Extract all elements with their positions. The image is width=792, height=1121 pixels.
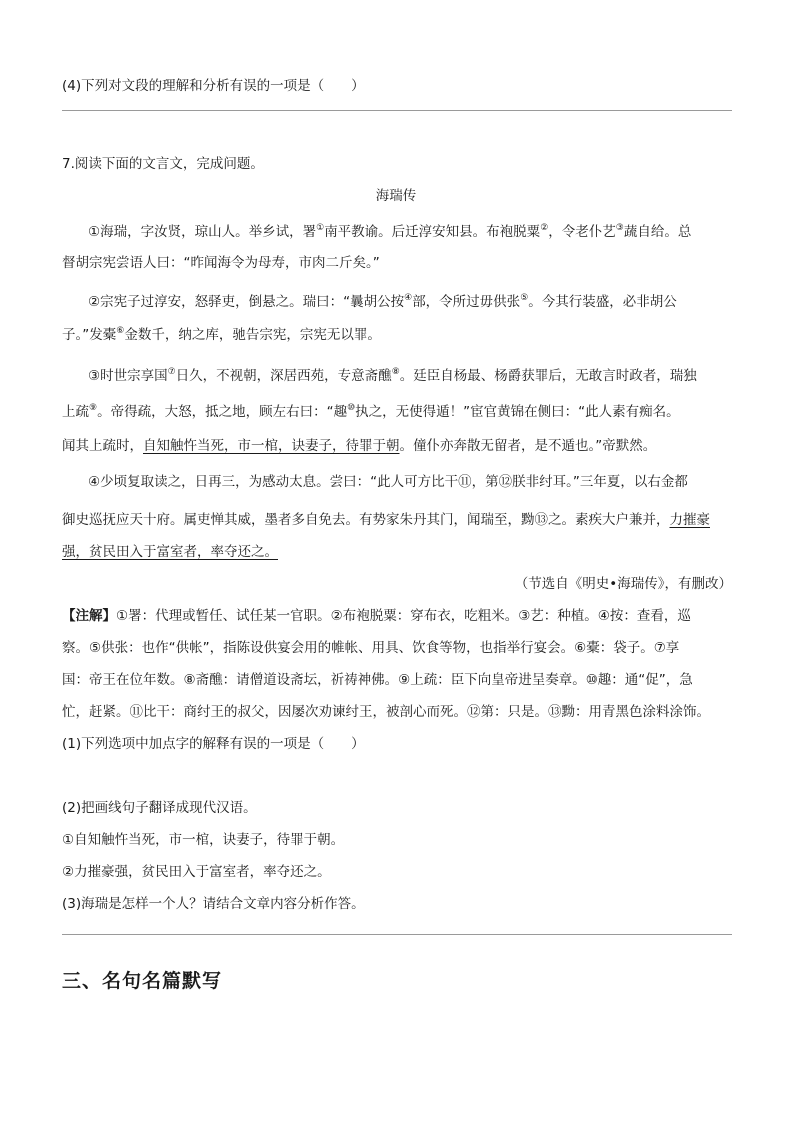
para-2-line-1: ②宗宪子过淳安，怒驿吏，倒悬之。瑞曰：“曩胡公按④部，令所过毋供张⑤。今其行装盛，必非胡公: [88, 292, 677, 310]
question-2: (2)把画线句子翻译成现代汉语。: [62, 800, 257, 816]
notes-line-3: 国：帝王在位年数。⑧斋醮：请僧道设斋坛，祈祷神佛。⑨上疏：臣下向皇帝进呈奏章。⑩趣：通“促”，急: [62, 672, 693, 688]
notes-line-1: 【注解】①署：代理或暂任、试任某一官职。②布袍脱粟：穿布衣，吃粗米。③艺：种植。④按：查看，巡: [62, 608, 691, 624]
question-1: (1)下列选项中加点字的解释有误的一项是（ ）: [62, 736, 365, 752]
para-2-line-2: 子。”发橐⑥金数千，纳之库，驰告宗宪，宗宪无以罪。: [62, 325, 381, 343]
divider-top: [62, 110, 732, 111]
para-1-line-1: ①海瑞，字汝贤，琼山人。举乡试，署①南平教谕。后迁淳安知县。布袍脱粟②，令老仆艺③蔬自给。总: [88, 222, 692, 240]
question-2-item-1: ①自知触忤当死，市一棺，诀妻子，待罪于朝。: [62, 832, 345, 848]
para-4-line-2: 御史巡抚应天十府。属吏惮其威，墨者多自免去。有势家朱丹其门，闻瑞至，黝⑬之。素疾大户兼并，力摧豪: [62, 512, 710, 528]
divider-bottom: [62, 934, 732, 935]
passage-title: 海瑞传: [375, 188, 417, 204]
para-3-line-3: 闻其上疏时，自知触忤当死，市一棺，诀妻子，待罪于朝。僮仆亦奔散无留者，是不遁也。”帝默然。: [62, 438, 657, 454]
notes-label: 【注解】: [62, 608, 116, 624]
source-citation: （节选自《明史•海瑞传》，有删改）: [514, 576, 732, 592]
para-1-line-2: 督胡宗宪尝语人曰：“昨闻海令为母寿，市肉二斤矣。”: [62, 255, 380, 271]
notes-line-4: 忙，赶紧。⑪比干：商纣王的叔父，因屡次劝谏纣王，被剖心而死。⑫第：只是。⑬黝：用青黑色涂料涂饰。: [62, 704, 710, 720]
section-heading: 三、名句名篇默写: [62, 970, 223, 992]
para-3-line-1: ③时世宗享国⑦日久，不视朝，深居西苑，专意斋醮⑧。廷臣自杨最、杨爵获罪后，无敢言时政者，瑞独: [88, 366, 697, 384]
underlined-sentence-1: 自知触忤当死，市一棺，诀妻子，待罪于朝: [143, 438, 400, 454]
question-3: (3)海瑞是怎样一个人？请结合文章内容分析作答。: [62, 896, 365, 912]
underlined-sentence-2-start: 力摧豪: [669, 512, 710, 528]
notes-line-2: 察。⑤供张：也作“供帐”，指陈设供宴会用的帷帐、用具、饮食等物，也指举行宴会。⑥橐：袋子。⑦享: [62, 640, 680, 656]
question-7-intro: 7.阅读下面的文言文，完成问题。: [62, 156, 264, 172]
underlined-sentence-2-end: 强，贫民田入于富室者，率夺还之。: [62, 544, 278, 560]
para-4-line-1: ④少顷复取读之，日再三，为感动太息。尝曰：“此人可方比干⑪，第⑫朕非纣耳。”三年夏，以右金都: [88, 474, 688, 490]
para-4-line-3: [62, 542, 732, 562]
question-2-item-2: ②力摧豪强，贫民田入于富室者，率夺还之。: [62, 864, 331, 880]
question-4-stem: (4)下列对文段的理解和分析有误的一项是（ ）: [62, 78, 365, 94]
para-3-line-2: 上疏⑨。帝得疏，大怒，抵之地，顾左右曰：“趣⑩执之，无使得遁！”宦官黄锦在侧曰：“此人素有痴名。: [62, 402, 680, 420]
